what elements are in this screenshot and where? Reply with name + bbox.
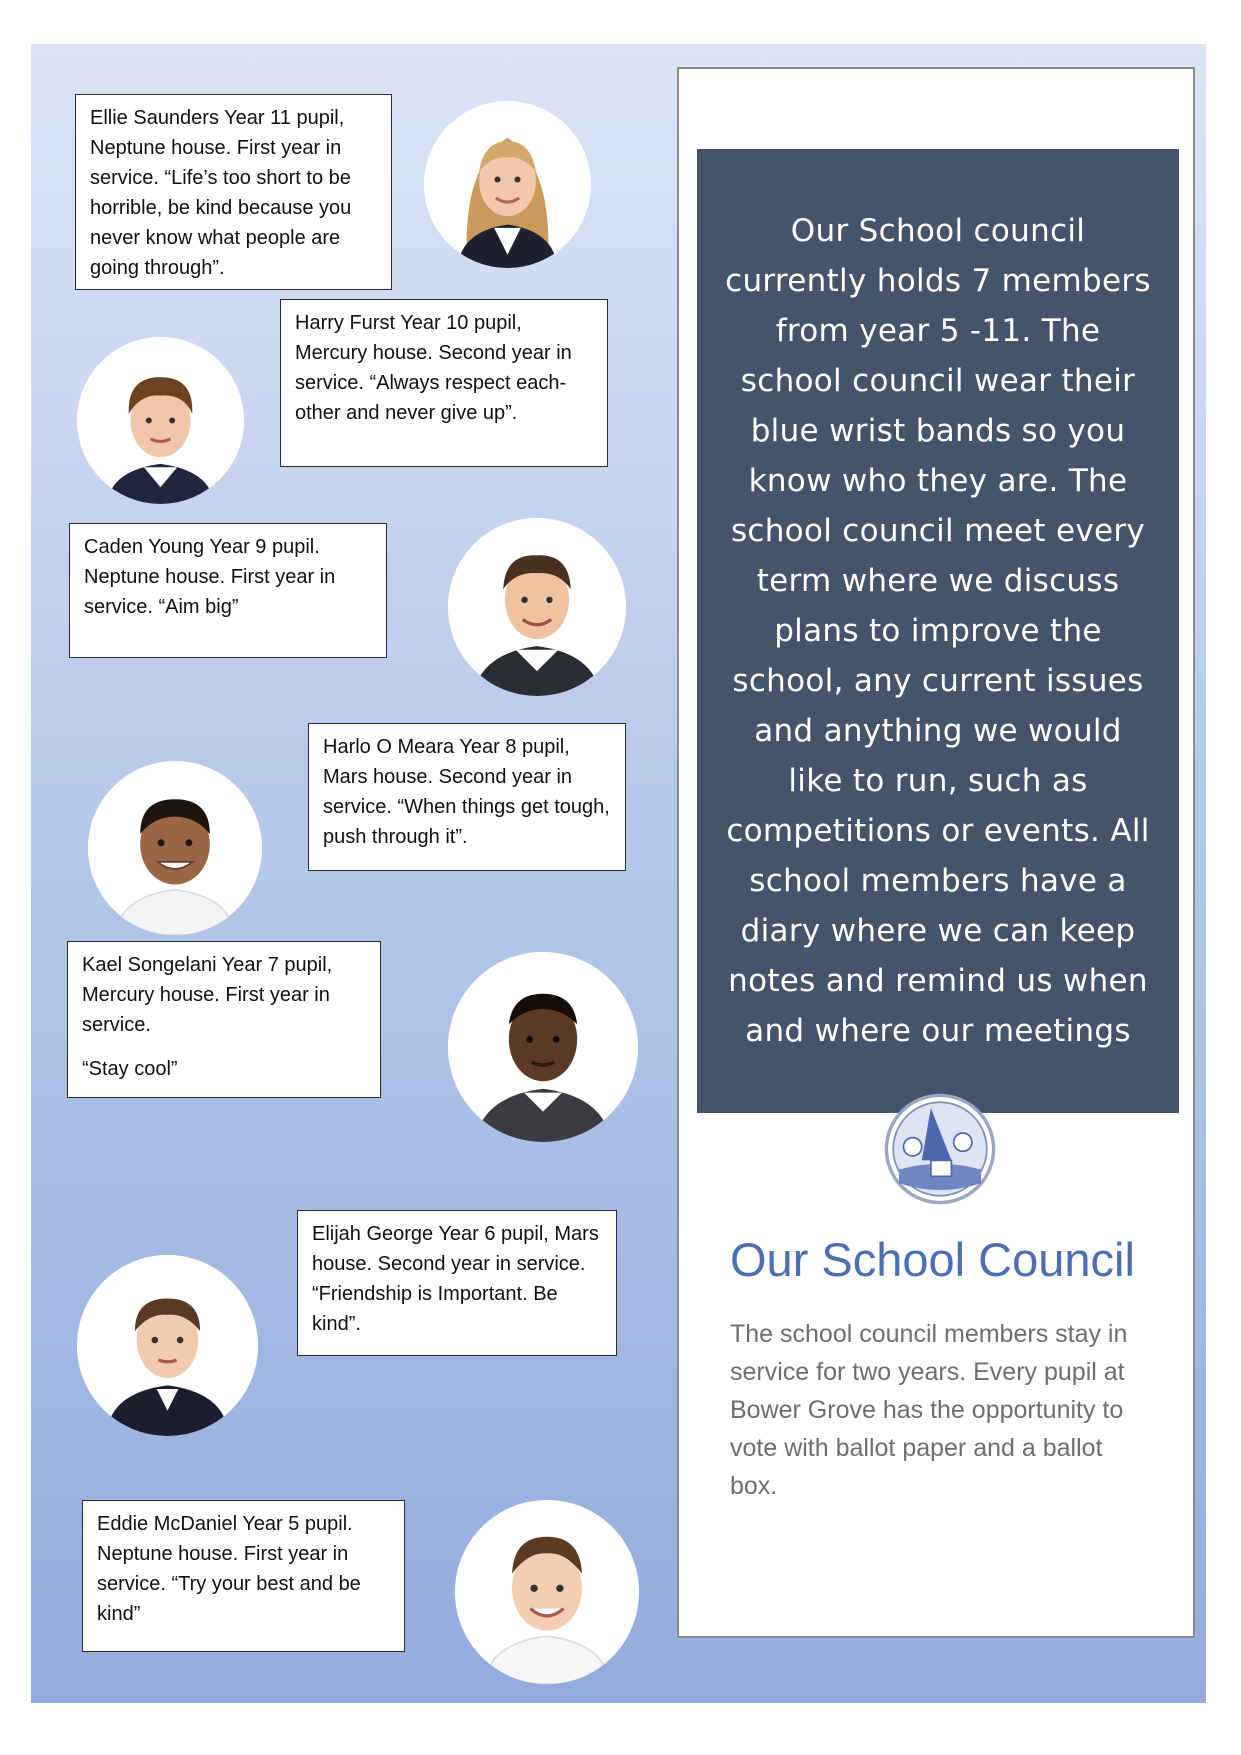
member-bio-5 [67, 941, 381, 1098]
pupil-portrait-icon [448, 518, 626, 696]
member-bio-text: Harlo O Meara Year 8 pupil, Mars house. Second year in service. “When things get tough, push through it”. [323, 736, 610, 848]
pupil-portrait-icon [448, 952, 638, 1142]
member-bio-3 [69, 523, 387, 658]
member-bio-7 [82, 1500, 405, 1652]
pupil-portrait-icon [424, 101, 591, 268]
member-bio-text: Harry Furst Year 10 pupil, Mercury house. Second year in service. “Always respect each-other and never give up”. [295, 312, 572, 424]
member-bio-4 [308, 723, 626, 871]
council-title: Our School Council [730, 1233, 1135, 1286]
member-photo-6 [77, 1255, 258, 1436]
member-bio-2 [280, 299, 608, 467]
pupil-portrait-icon [455, 1500, 639, 1684]
member-bio-text: Eddie McDaniel Year 5 pupil. Neptune house. First year in service. “Try your best and be kind” [97, 1513, 361, 1625]
member-bio-1 [75, 94, 392, 290]
member-photo-1 [424, 101, 591, 268]
council-intro-text: Our School council currently holds 7 members from year 5 -11. The school council wear their blue wrist bands so you know who they are. The school council meet every term where we discuss plans to improve the school, any current issues and anything we would like to run, such as competitions or events. All school members have a diary where we can keep notes and remind us when and where our meetings [725, 213, 1151, 1049]
pupil-portrait-icon [77, 337, 244, 504]
member-photo-7 [455, 1500, 639, 1684]
council-description: The school council members stay in service for two years. Every pupil at Bower Grove has the opportunity to vote with ballot paper and a ballot box. [730, 1320, 1128, 1500]
member-photo-4 [88, 761, 262, 935]
member-bio-text: Ellie Saunders Year 11 pupil, Neptune house. First year in service. “Life’s too short to be horrible, be kind because you never know what people are going through”. [90, 107, 352, 279]
school-logo [883, 1092, 997, 1206]
school-logo-icon [883, 1092, 997, 1206]
council-intro-box [697, 149, 1179, 1113]
member-bio-6 [297, 1210, 617, 1356]
member-bio-quote: “Stay cool” [82, 1058, 178, 1080]
member-bio-text: Elijah George Year 6 pupil, Mars house. Second year in service. “Friendship is Important. Be kind”. [312, 1223, 599, 1335]
member-photo-3 [448, 518, 626, 696]
pupil-portrait-icon [77, 1255, 258, 1436]
pupil-portrait-icon [88, 761, 262, 935]
member-bio-text: Kael Songelani Year 7 pupil, Mercury house. First year in service. [82, 954, 333, 1036]
member-bio-text: Caden Young Year 9 pupil. Neptune house. First year in service. “Aim big” [84, 536, 336, 618]
member-photo-2 [77, 337, 244, 504]
member-photo-5 [448, 952, 638, 1142]
